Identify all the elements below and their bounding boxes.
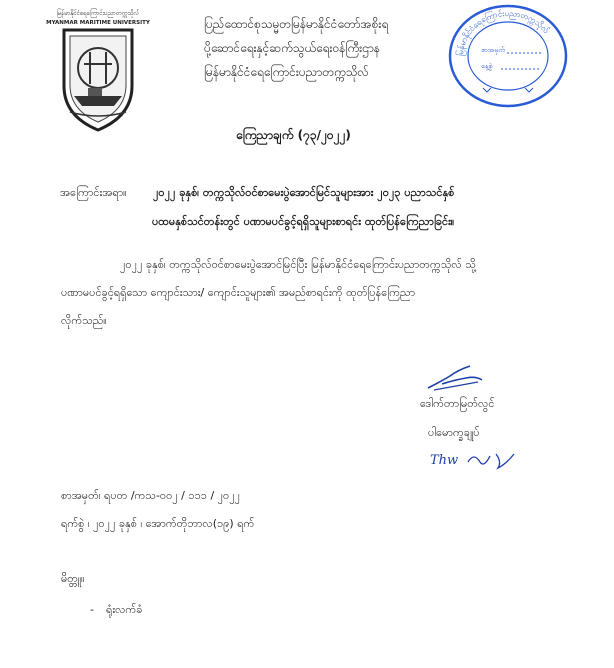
official-stamp <box>445 2 571 110</box>
header-government: ပြည်ထောင်စုသမ္မတမြန်မာနိုင်ငံတော်အစိုးရ <box>204 17 389 31</box>
reference-number: စာအမှတ်၊ ရပတ /ကသ-၀၀၂ / ၁၁၁ / ၂၀၂၂ <box>61 489 241 502</box>
signature-mark <box>420 360 490 396</box>
logo-text-top: မြန်မာနိုင်ငံရေကြောင်းပညာတက္ကသိုလ် <box>56 10 140 17</box>
header-university: မြန်မာနိုင်ငံရေကြောင်းပညာတက္ကသိုလ် <box>204 65 369 79</box>
notice-title: ကြေညာချက် (၇၃/၂၀၂၂) <box>236 128 351 142</box>
signature-text: Thw <box>430 453 459 468</box>
logo-text-en: MYANMAR MARITIME UNIVERSITY <box>46 20 150 26</box>
stamp-field-date: နေ့စွဲ <box>481 62 493 70</box>
header-ministry: ပို့ဆောင်ရေးနှင့်ဆက်သွယ်ရေးဝန်ကြီးဌာန <box>204 41 380 55</box>
body-line-1: ၂၀၂၂ ခုနှစ်၊ တက္ကသိုလ်ဝင်စာမေးပွဲအောင်မြင်ပြီး မြန်မာနိုင်ငံရေကြောင်းပညာတက္ကသိုလ် သို့ <box>120 258 476 271</box>
stamp-ring-text: မြန်မာနိုင်ငံရေကြောင်းပညာတက္ကသိုလ် <box>455 8 551 57</box>
body-line-2: ပဏာမပင်ခွင့်ရရှိသော ကျောင်းသား/ ကျောင်းသူများ၏ အမည်စာရင်းကို ထုတ်ပြန်ကြေညာ <box>61 286 416 299</box>
copy-to-label: မိတ္တူ။ <box>61 572 85 585</box>
copy-to-item-office: ရုံးလက်ခံ <box>106 603 143 616</box>
stamp-field-number: စာအမှတ် <box>481 46 506 54</box>
signatory-title: ပါမောက္ခချုပ် <box>428 426 480 439</box>
signatory-name: ဒေါက်တာမြတ်လွင် <box>420 397 495 410</box>
subject-line-1: ၂၀၂၂ ခုနှစ်၊ တက္ကသိုလ်ဝင်စာမေးပွဲအောင်မြင်သူများအား ၂၀၂၃ ပညာသင်နှစ် <box>153 186 455 199</box>
body-line-3: လိုက်သည်။ <box>61 314 107 327</box>
copy-to-bullet: - <box>90 603 94 616</box>
subject-label: အကြောင်းအရာ။ <box>60 186 127 199</box>
subject-line-2: ပထမနှစ်သင်တန်းတွင် ပဏာမပင်ခွင့်ရရှိသူများစာရင်း ထုတ်ပြန်ကြေညာခြင်း။ <box>152 215 455 228</box>
handwritten-initials <box>428 448 518 470</box>
reference-date: ရက်စွဲ ၊ ၂၀၂၂ ခုနှစ် ၊ အောက်တိုဘာလ(၁၉) ရက် <box>61 517 255 530</box>
university-logo <box>30 8 166 136</box>
